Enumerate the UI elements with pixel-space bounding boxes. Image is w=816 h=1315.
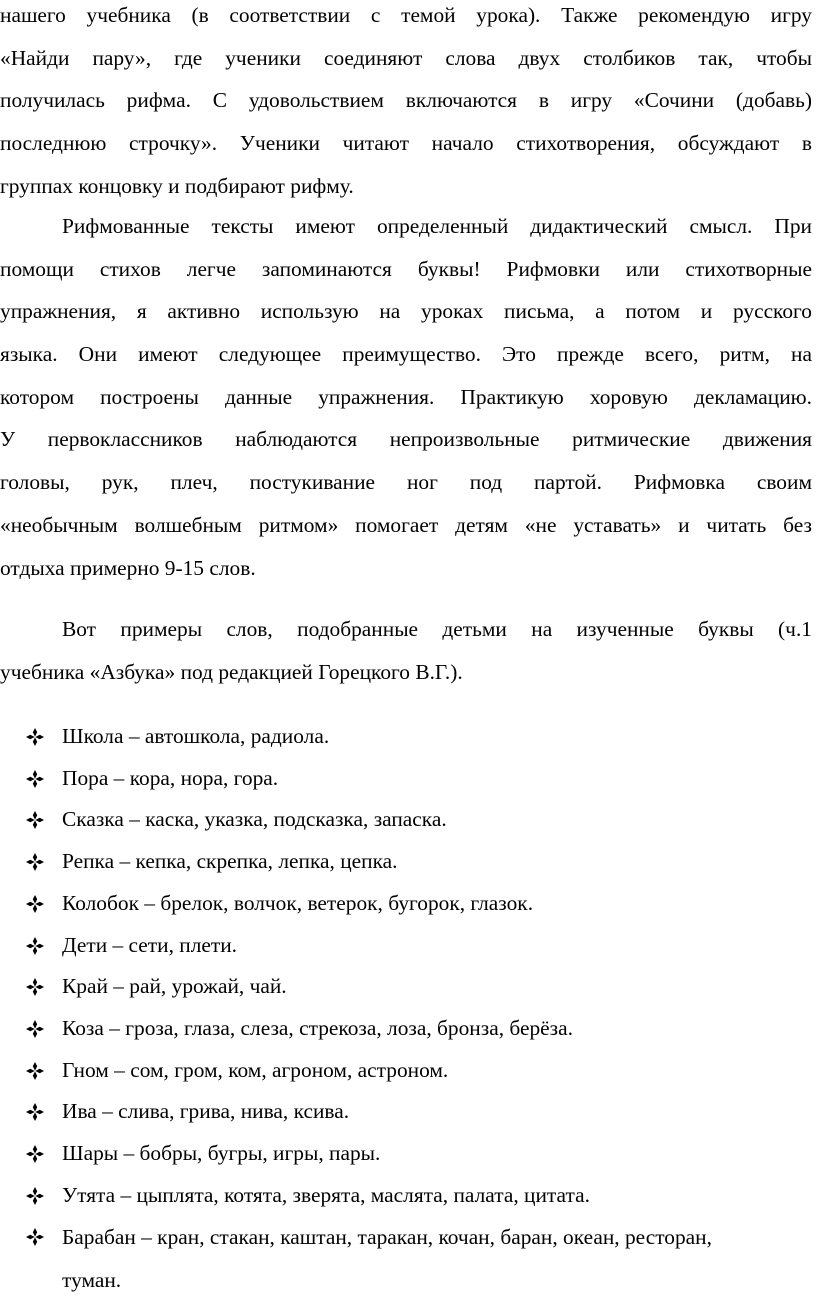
paragraph-3 bbox=[0, 608, 812, 693]
paragraph-1-line: «Найди пару», где ученики соединяют слова двух столбиков так, чтобы bbox=[0, 45, 812, 70]
paragraph-1-line: нашего учебника (в соответствии с темой урока). Также рекомендую игру bbox=[0, 3, 812, 27]
list-item bbox=[0, 1133, 812, 1175]
paragraph-2-line: упражнения, я активно использую на уроках письма, а потом и русского bbox=[0, 299, 812, 324]
list-item bbox=[0, 716, 812, 758]
four-diamond-bullet-icon bbox=[26, 1228, 44, 1246]
four-diamond-bullet-icon bbox=[26, 937, 44, 955]
four-diamond-bullet-icon bbox=[26, 853, 44, 871]
list-item-text: Пора – кора, нора, гора. bbox=[62, 765, 279, 790]
list-item bbox=[0, 799, 812, 841]
list-item-text-line: туман. bbox=[62, 1268, 122, 1293]
four-diamond-bullet-icon bbox=[26, 1062, 44, 1080]
list-item bbox=[0, 1216, 812, 1301]
paragraph-2-line: головы, рук, плеч, постукивание ног под партой. Рифмовка своим bbox=[0, 470, 812, 495]
four-diamond-bullet-icon bbox=[26, 770, 44, 788]
paragraph-3-line: Вот примеры слов, подобранные детьми на изученные буквы (ч.1 bbox=[62, 617, 812, 641]
paragraph-2-line: котором построены данные упражнения. Практикую хоровую декламацию. bbox=[0, 384, 812, 409]
paragraph-2-line: языка. Они имеют следующее преимущество. Это прежде всего, ритм, на bbox=[0, 342, 812, 367]
list-item-text: Колобок – брелок, волчок, ветерок, бугорок, глазок. bbox=[62, 890, 534, 915]
four-diamond-bullet-icon bbox=[26, 1020, 44, 1038]
list-item-text: Утята – цыплята, котята, зверята, маслята, палата, цитата. bbox=[62, 1182, 590, 1207]
paragraph-1-line: последнюю строчку». Ученики читают начало стихотворения, обсуждают в bbox=[0, 131, 812, 156]
four-diamond-bullet-icon bbox=[26, 1145, 44, 1163]
paragraph-1 bbox=[0, 0, 812, 207]
list-item-text: Репка – кепка, скрепка, лепка, цепка. bbox=[62, 849, 398, 874]
four-diamond-bullet-icon bbox=[26, 978, 44, 996]
paragraph-1-line: группах концовку и подбирают рифму. bbox=[0, 173, 354, 198]
four-diamond-bullet-icon bbox=[26, 1103, 44, 1121]
list-item bbox=[0, 1175, 812, 1217]
paragraph-3-line: учебника «Азбука» под редакцией Горецкого В.Г.). bbox=[0, 659, 463, 684]
paragraph-2-line: Рифмованные тексты имеют определенный дидактический смысл. При bbox=[62, 214, 812, 238]
list-item bbox=[0, 1050, 812, 1092]
paragraph-2-line: «необычным волшебным ритмом» помогает детям «не уставать» и читать без bbox=[0, 512, 812, 537]
list-item bbox=[0, 841, 812, 883]
list-item-text: Дети – сети, плети. bbox=[62, 932, 238, 957]
list-item bbox=[0, 966, 812, 1008]
list-item-text: Ива – слива, грива, нива, ксива. bbox=[62, 1099, 350, 1124]
list-item bbox=[0, 758, 812, 800]
list-item bbox=[0, 1008, 812, 1050]
list-item-text: Коза – гроза, глаза, слеза, стрекоза, лоза, бронза, берёза. bbox=[62, 1015, 573, 1040]
list-item bbox=[0, 883, 812, 925]
paragraph-2-line: отдыха примерно 9-15 слов. bbox=[0, 555, 256, 580]
paragraph-2 bbox=[0, 205, 812, 589]
paragraph-1-line: получилась рифма. С удовольствием включаются в игру «Сочини (добавь) bbox=[0, 88, 812, 113]
four-diamond-bullet-icon bbox=[26, 895, 44, 913]
four-diamond-bullet-icon bbox=[26, 811, 44, 829]
paragraph-2-line: У первоклассников наблюдаются непроизвольные ритмические движения bbox=[0, 427, 812, 452]
list-item-text: Шары – бобры, бугры, игры, пары. bbox=[62, 1141, 381, 1166]
list-item-text-line: Барабан – кран, стакан, каштан, таракан, кочан, баран, океан, ресторан, bbox=[62, 1225, 712, 1250]
list-item bbox=[0, 1091, 812, 1133]
word-list bbox=[0, 716, 812, 1302]
four-diamond-bullet-icon bbox=[26, 1187, 44, 1205]
list-item-text: Край – рай, урожай, чай. bbox=[62, 974, 287, 999]
paragraph-2-line: помощи стихов легче запоминаются буквы! Рифмовки или стихотворные bbox=[0, 256, 812, 281]
list-item-text: Сказка – каска, указка, подсказка, запаска. bbox=[62, 807, 447, 832]
four-diamond-bullet-icon bbox=[26, 728, 44, 746]
list-item bbox=[0, 925, 812, 967]
list-item-text: Школа – автошкола, радиола. bbox=[62, 724, 330, 748]
list-item-text: Гном – сом, гром, ком, агроном, астроном. bbox=[62, 1057, 449, 1082]
